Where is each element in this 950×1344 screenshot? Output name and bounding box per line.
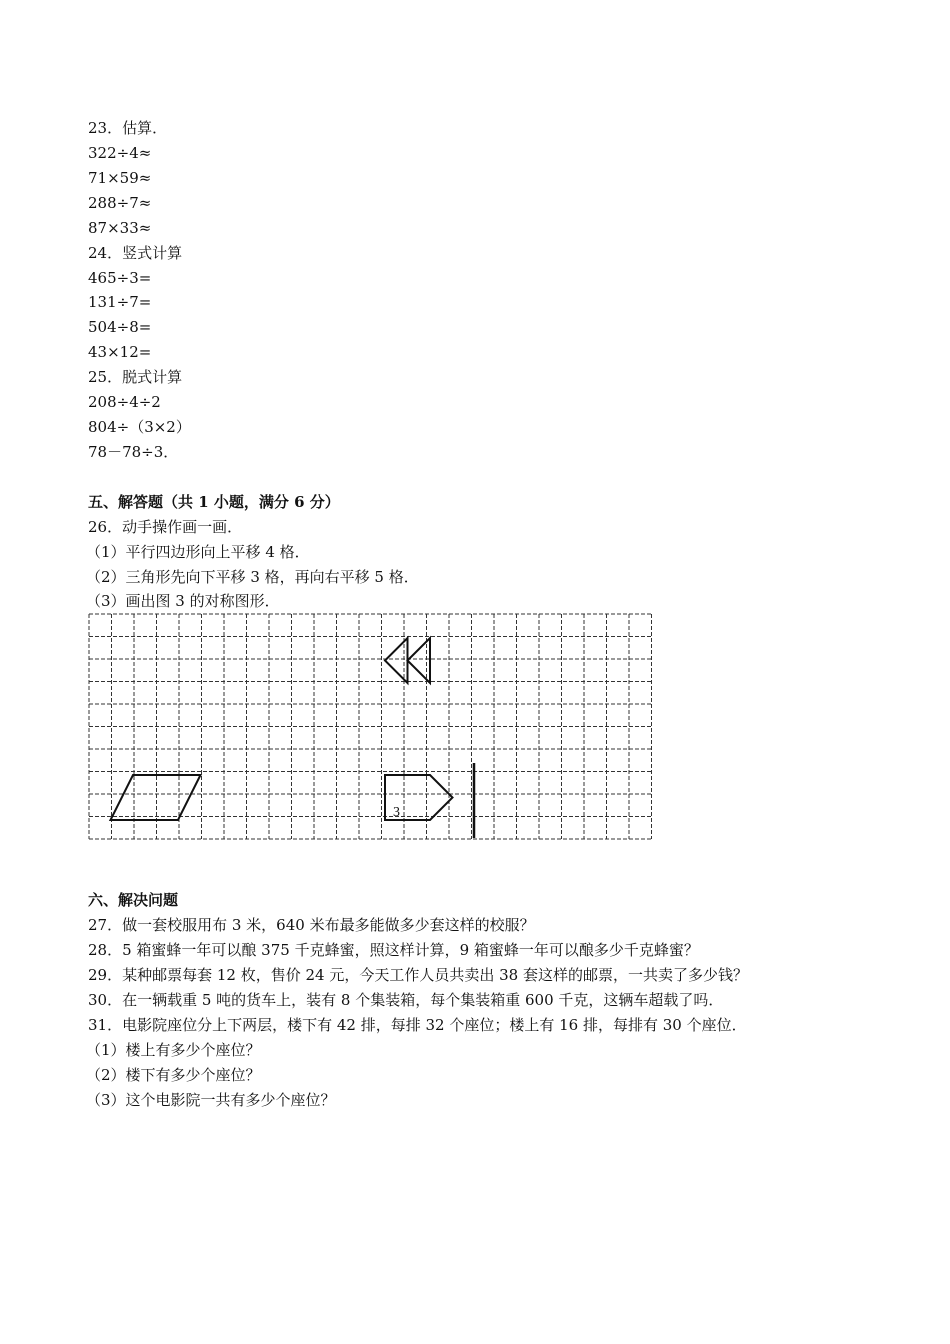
q25-item: 208÷4÷2 bbox=[88, 393, 161, 411]
q31-text: 31．电影院座位分上下两层，楼下有 42 排，每排 32 个座位；楼上有 16 排，每排有 30 个座位． bbox=[88, 1016, 747, 1034]
drawing-grid bbox=[88, 613, 660, 845]
q25-item: 78－78÷3． bbox=[88, 443, 179, 461]
q24-item: 43×12= bbox=[88, 343, 152, 361]
q25-title: 25．脱式计算 bbox=[88, 368, 183, 386]
parallelogram-shape bbox=[111, 775, 201, 820]
q31-part: （1）楼上有多少个座位？ bbox=[86, 1041, 261, 1059]
q24-item: 465÷3= bbox=[88, 269, 152, 287]
q27-text: 27．做一套校服用布 3 米，640 米布最多能做多少套这样的校服？ bbox=[88, 916, 535, 934]
q23-item: 71×59≈ bbox=[88, 169, 152, 187]
q23-item: 288÷7≈ bbox=[88, 194, 152, 212]
q28-text: 28．5 箱蜜蜂一年可以酿 375 千克蜂蜜，照这样计算，9 箱蜜蜂一年可以酿多少千克蜂蜜？ bbox=[88, 941, 699, 959]
grid-lines bbox=[89, 614, 652, 839]
q23-item: 87×33≈ bbox=[88, 219, 152, 237]
figure-3-label: 3 bbox=[393, 805, 400, 820]
q26-part: （2）三角形先向下平移 3 格，再向右平移 5 格． bbox=[86, 568, 419, 586]
q31-part: （3）这个电影院一共有多少个座位？ bbox=[86, 1091, 336, 1109]
q31-part: （2）楼下有多少个座位？ bbox=[86, 1066, 261, 1084]
q24-title: 24．竖式计算 bbox=[88, 244, 183, 262]
q25-item: 804÷（3×2） bbox=[88, 418, 191, 436]
q23-item: 322÷4≈ bbox=[88, 144, 152, 162]
q23-title: 23．估算． bbox=[88, 119, 168, 137]
q26-title: 26．动手操作画一画． bbox=[88, 518, 243, 536]
section6-heading: 六、解决问题 bbox=[88, 891, 179, 909]
q26-part: （1）平行四边形向上平移 4 格． bbox=[86, 543, 310, 561]
q24-item: 131÷7= bbox=[88, 293, 152, 311]
q26-part: （3）画出图 3 的对称图形． bbox=[86, 592, 280, 610]
section5-heading: 五、解答题（共 1 小题，满分 6 分） bbox=[88, 493, 340, 511]
q29-text: 29．某种邮票每套 12 枚，售价 24 元，今天工作人员共卖出 38 套这样的邮票，一共卖了多少钱？ bbox=[88, 966, 748, 984]
q24-item: 504÷8= bbox=[88, 318, 152, 336]
q30-text: 30．在一辆载重 5 吨的货车上，装有 8 个集装箱，每个集装箱重 600 千克，这辆车超载了吗． bbox=[88, 991, 724, 1009]
